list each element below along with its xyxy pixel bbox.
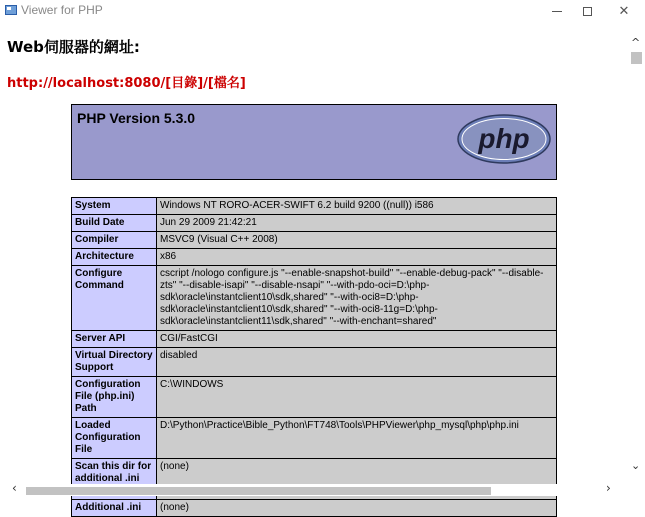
close-icon: ✕ — [618, 3, 630, 19]
php-version-title: PHP Version 5.3.0 — [77, 110, 196, 126]
minimize-button[interactable] — [540, 0, 574, 22]
info-key: Build Date — [72, 215, 157, 232]
info-key: Architecture — [72, 249, 157, 266]
minimize-icon — [552, 11, 562, 12]
scrollbar-corner — [628, 484, 645, 496]
php-logo-icon — [456, 113, 552, 165]
info-value: cscript /nologo configure.js "--enable-snapshot-build" "--enable-debug-pack" "--disable-zts" "--disable-isapi" "--disable-nsapi" "--with-pdo-oci=D:\php-sdk\oracle\instantclient10\sdk,shared" "--with-oci8=D:\php-sdk\oracle\instantclient10\sdk,shared" "--with-oci8-11g=D:\php-sdk\oracle\instantclient11\sdk,shared" "--with-enchant=shared" — [157, 266, 557, 331]
info-value: MSVC9 (Visual C++ 2008) — [157, 232, 557, 249]
info-row — [72, 198, 557, 215]
info-row — [72, 331, 557, 348]
info-key: Loaded Configuration File — [72, 418, 157, 459]
info-value: Windows NT RORO-ACER-SWIFT 6.2 build 9200 ((null)) i586 — [157, 198, 557, 215]
php-info-table — [71, 197, 557, 517]
info-row — [72, 418, 557, 459]
info-value: D:\Python\Practice\Bible_Python\FT748\Tools\PHPViewer\php_mysql\php\php.ini — [157, 418, 557, 459]
info-value: (none) — [157, 500, 557, 517]
close-button[interactable] — [607, 0, 641, 22]
info-key: Scan this dir for additional .ini — [72, 459, 157, 500]
vertical-scrollbar[interactable] — [628, 22, 645, 486]
info-row — [72, 232, 557, 249]
horizontal-scrollbar[interactable] — [0, 481, 628, 496]
horizontal-scroll-thumb[interactable] — [26, 487, 491, 495]
page-heading: Web伺服器的網址: — [7, 38, 140, 56]
info-key: Virtual Directory Support — [72, 348, 157, 377]
vertical-scroll-thumb[interactable] — [631, 52, 642, 64]
info-key: Configure Command — [72, 266, 157, 331]
info-value: CGI/FastCGI — [157, 331, 557, 348]
scroll-up-icon[interactable]: ^ — [631, 36, 641, 49]
info-row — [72, 249, 557, 266]
info-row — [72, 500, 557, 517]
info-key: System — [72, 198, 157, 215]
info-row — [72, 266, 557, 331]
php-logo-text: php — [478, 123, 530, 154]
maximize-icon — [583, 7, 592, 16]
info-key: Additional .ini — [72, 500, 157, 517]
info-value: x86 — [157, 249, 557, 266]
page-viewport[interactable] — [0, 22, 628, 513]
scroll-right-icon[interactable]: › — [606, 481, 611, 495]
scroll-left-icon[interactable]: ‹ — [12, 481, 17, 495]
info-key: Server API — [72, 331, 157, 348]
title-bar — [0, 0, 645, 22]
info-key: Configuration File (php.ini) Path — [72, 377, 157, 418]
app-icon — [5, 5, 17, 15]
maximize-button[interactable] — [570, 0, 604, 22]
info-value: C:\WINDOWS — [157, 377, 557, 418]
scroll-down-icon[interactable]: ⌄ — [631, 459, 641, 472]
info-row — [72, 377, 557, 418]
server-url-link[interactable]: http://localhost:8080/[目錄]/[檔名] — [7, 76, 246, 91]
info-value: Jun 29 2009 21:42:21 — [157, 215, 557, 232]
info-value: disabled — [157, 348, 557, 377]
php-version-header — [71, 104, 557, 180]
window-title: Viewer for PHP — [21, 3, 103, 17]
info-key: Compiler — [72, 232, 157, 249]
info-value: (none) — [157, 459, 557, 500]
info-row — [72, 348, 557, 377]
info-row — [72, 215, 557, 232]
